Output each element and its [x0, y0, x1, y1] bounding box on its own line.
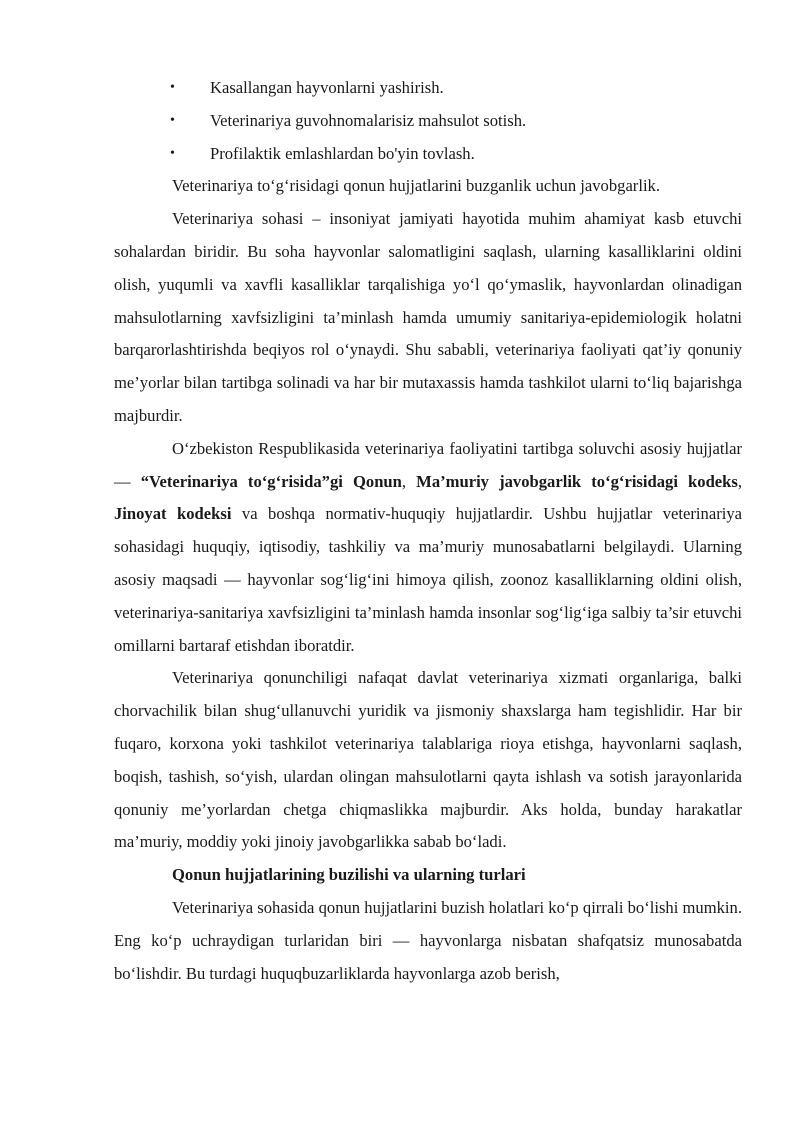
law-name-administrative-code: Ma’muriy javobgarlik to‘g‘risidagi kodeks: [416, 471, 738, 491]
bullet-icon: •: [170, 145, 175, 161]
law-name-veterinary: “Veterinariya to‘g‘risida”gi Qonun: [140, 471, 402, 491]
text-span: ,: [401, 471, 417, 491]
bullet-icon: •: [170, 80, 175, 95]
list-item-text: Profilaktik emlashlardan bo'yin tovlash.: [210, 143, 475, 163]
paragraph-veterinary-field: Veterinariya sohasi – insoniyat jamiyati hayotida muhim ahamiyat kasb etuvchi sohalardan biridir. Bu soha hayvonlar salomatligini saqlash, ularning kasalliklarini oldini olish, yuqumli va xavfli kasalliklar tarqalishiga yo‘l qo‘ymaslik, hayvonlardan olinadigan mahsulotlarning xavfsizligini ta’minlash hamda umumiy sanitariya-epidemiologik holatni barqarorlashtirishda beqiyos rol o‘ynaydi. Shu sababli, veterinariya faoliyati qat’iy qonuniy me’yorlar bilan tartibga solinadi va har bir mutaxassis hamda tashkilot ularni to‘liq bajarishga majburdir.: [114, 209, 742, 425]
paragraph-responsibility: Veterinariya to‘g‘risidagi qonun hujjatlarini buzganlik uchun javobgarlik.: [172, 176, 660, 196]
section-heading: Qonun hujjatlarining buzilishi va ularning turlari: [172, 865, 526, 885]
list-item: [114, 105, 742, 138]
bullet-icon: •: [170, 112, 175, 128]
list-item-text: Veterinariya guvohnomalarisiz mahsulot sotish.: [210, 110, 527, 130]
text-span: ,: [737, 471, 743, 491]
list-item-text: Kasallangan hayvonlarni yashirish.: [210, 78, 444, 97]
paragraph-legislation-scope: Veterinariya qonunchiligi nafaqat davlat veterinariya xizmati organlariga, balki chorvachilik bilan shug‘ullanuvchi yuridik va jismoniy shaxslarga ham tegishlidir. Har bir fuqaro, korxona yoki tashkilot veterinariya talablariga rioya etishga, hayvonlarni saqlash, boqish, tashish, so‘yish, ulardan olingan mahsulotlarni qayta ishlash va sotish jarayonlarida qonuniy me’yorlardan chetga chiqmaslikka majburdir. Aks holda, bunday harakatlar ma’muriy, moddiy yoki jinoiy javobgarlikka sabab bo‘ladi.: [114, 668, 742, 852]
list-item: [114, 138, 742, 171]
bullet-list: [114, 72, 742, 170]
text-span: va boshqa normativ-huquqiy hujjatlardir. Ushbu hujjatlar veterinariya sohasidagi huquqiy, iqtisodiy, tashkiliy va ma’muriy munosabatlarni belgilaydi. Ularning asosiy maqsadi — hayvonlar sog‘lig‘ini himoya qilish, zoonoz kasalliklarning oldini olish, veterinariya-sanitariya xavfsizligini ta’minlash hamda insonlar sog‘lig‘iga salbiy ta’sir etuvchi omillarni bartaraf etishdan iboratdir.: [114, 504, 742, 655]
list-item: [114, 72, 742, 105]
law-name-criminal-code: Jinoyat kodeksi: [114, 504, 232, 524]
text-span: O‘zbekiston Respublikasida veterinariya faoliyatini tartibga soluvchi asosiy hujjatlar —: [114, 438, 742, 491]
paragraph-violations: Veterinariya sohasida qonun hujjatlarini buzish holatlari ko‘p qirrali bo‘lishi mumkin. Eng ko‘p uchraydigan turlaridan biri — hayvonlarga nisbatan shafqatsiz munosabatda bo‘lishdir. Bu turdagi huquqbuzarliklarda hayvonlarga azob berish,: [114, 897, 742, 983]
document-page: [114, 72, 742, 990]
paragraph-legal-documents: [114, 433, 742, 663]
